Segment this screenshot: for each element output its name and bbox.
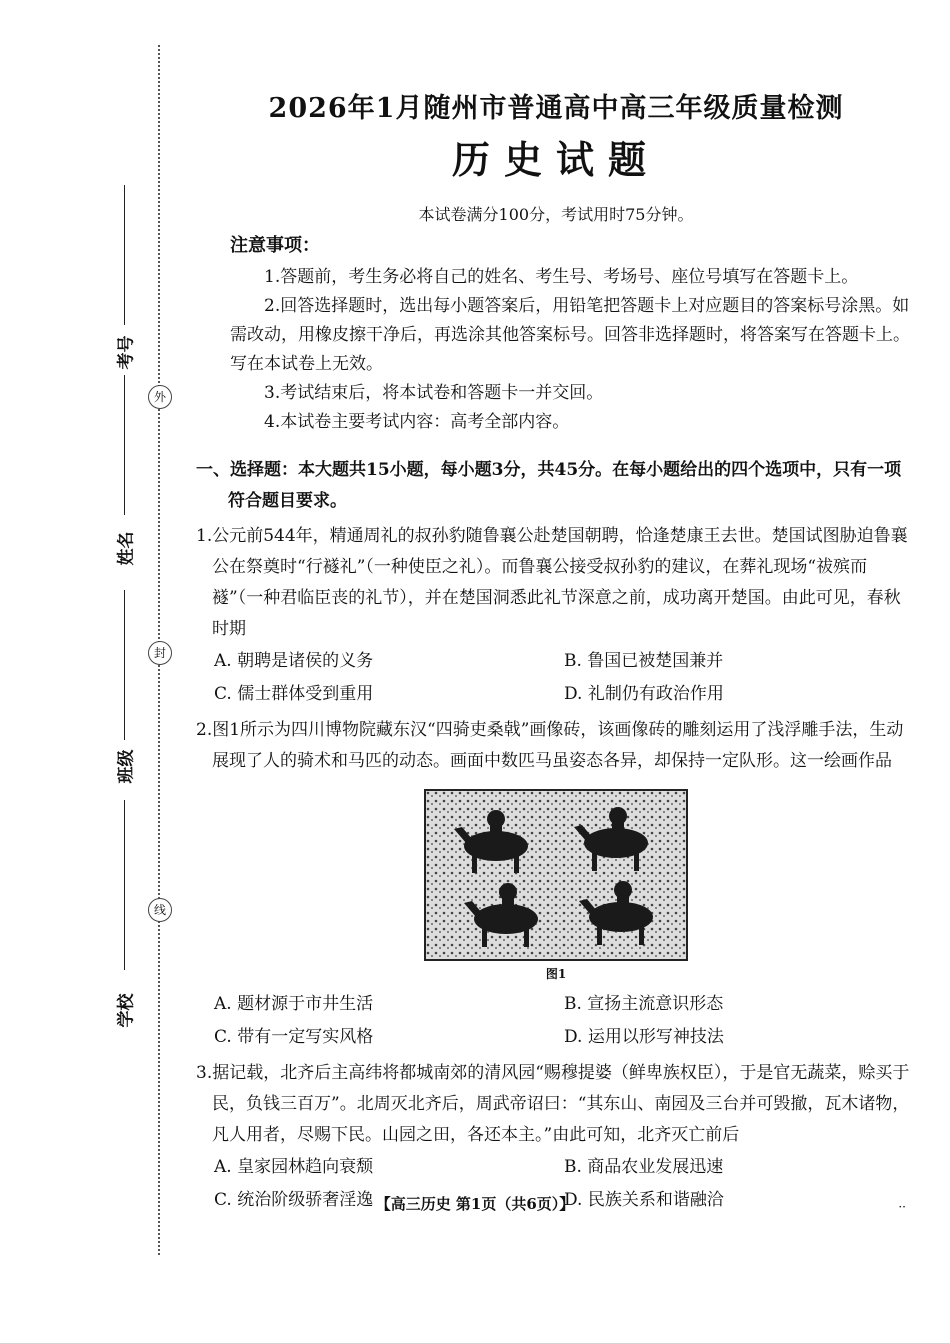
field-school-label: 学校: [116, 993, 137, 1028]
notice-item: 4.本试卷主要考试内容：高考全部内容。: [264, 412, 570, 432]
option-b: B. 宣扬主流意识形态: [564, 994, 724, 1014]
exam-subject: 历史试题: [451, 137, 660, 182]
question-2-stem: 2.图1所示为四川博物院藏东汉“四骑吏桑戟”画像砖，该画像砖的雕刻运用了浅浮雕手法，生动展现了人的骑术和马匹的动态。画面中数匹马虽姿态各异，却保持一定队形。这一绘画作品: [196, 720, 904, 771]
question-2-options: [196, 988, 916, 1054]
option-d: D. 民族关系和谐融洽: [564, 1190, 724, 1210]
notice-item: 1.答题前，考生务必将自己的姓名、考生号、考场号、座位号填写在答题卡上。: [264, 267, 859, 287]
option-c: C. 统治阶级骄奢淫逸: [214, 1190, 374, 1210]
seal-feng: 封: [148, 641, 172, 665]
section-heading: 一、选择题：本大题共15小题，每小题3分，共45分。在每小题给出的四个选项中，只有一项符合题目要求。: [196, 460, 902, 511]
option-a: A. 皇家园林趋向衰颓: [214, 1157, 374, 1177]
question-1-options: [196, 645, 916, 711]
question-1-stem: 1.公元前544年，精通周礼的叔孙豹随鲁襄公赴楚国朝聘，恰逢楚康王去世。楚国试图胁迫鲁襄公在祭奠时“行襚礼”（一种使臣之礼）。而鲁襄公接受叔孙豹的建议，在葬礼现场“祓殡而襚”（一种君临臣丧的礼节），并在楚国洞悉此礼节深意之前，成功离开楚国。由此可见，春秋时期: [196, 526, 908, 639]
corner-mark: ··: [898, 1200, 906, 1214]
option-d: D. 礼制仍有政治作用: [564, 684, 724, 704]
question-3-stem: 3.据记载，北齐后主高纬将都城南郊的清风园“赐穆提婆（鲜卑族权臣），于是官无蔬菜，赊买于民，负钱三百万”。北周灭北齐后，周武帝诏曰：“其东山、南园及三台并可毁撤，瓦木诸物，凡人用者，尽赐下民。山园之田，各还本主。”由此可知，北齐灭亡前后: [196, 1063, 910, 1145]
option-d: D. 运用以形写神技法: [564, 1027, 724, 1047]
field-exam-number-label: 考号: [116, 335, 137, 370]
field-class-label: 班级: [116, 749, 137, 784]
figure-1-caption: 图1: [545, 967, 567, 981]
notice-item: 3.考试结束后，将本试卷和答题卡一并交回。: [264, 383, 604, 403]
option-b: B. 鲁国已被楚国兼并: [564, 651, 724, 671]
option-c: C. 带有一定写实风格: [214, 1027, 374, 1047]
figure-1-image: [424, 789, 688, 961]
exam-meta: 本试卷满分100分，考试用时75分钟。: [418, 205, 694, 224]
option-a: A. 题材源于市井生活: [214, 994, 374, 1014]
field-name-label: 姓名: [116, 531, 137, 566]
exam-content: [196, 80, 916, 1217]
option-b: B. 商品农业发展迅速: [564, 1157, 724, 1177]
option-a: A. 朝聘是诸侯的义务: [214, 651, 374, 671]
notice-title: 注意事项：: [230, 235, 320, 256]
seal-wai: 外: [148, 385, 172, 409]
page-footer: 【高三历史 第1页（共6页）】: [375, 1195, 575, 1213]
option-c: C. 儒士群体受到重用: [214, 684, 374, 704]
seal-xian: 线: [148, 898, 172, 922]
notice-item: 2.回答选择题时，选出每小题答案后，用铅笔把答题卡上对应题目的答案标号涂黑。如需改动，用橡皮擦干净后，再选涂其他答案标号。回答非选择题时，将答案写在答题卡上。写在本试卷上无效。: [230, 296, 910, 374]
exam-title: 2026年1月随州市普通高中高三年级质量检测: [268, 93, 844, 124]
